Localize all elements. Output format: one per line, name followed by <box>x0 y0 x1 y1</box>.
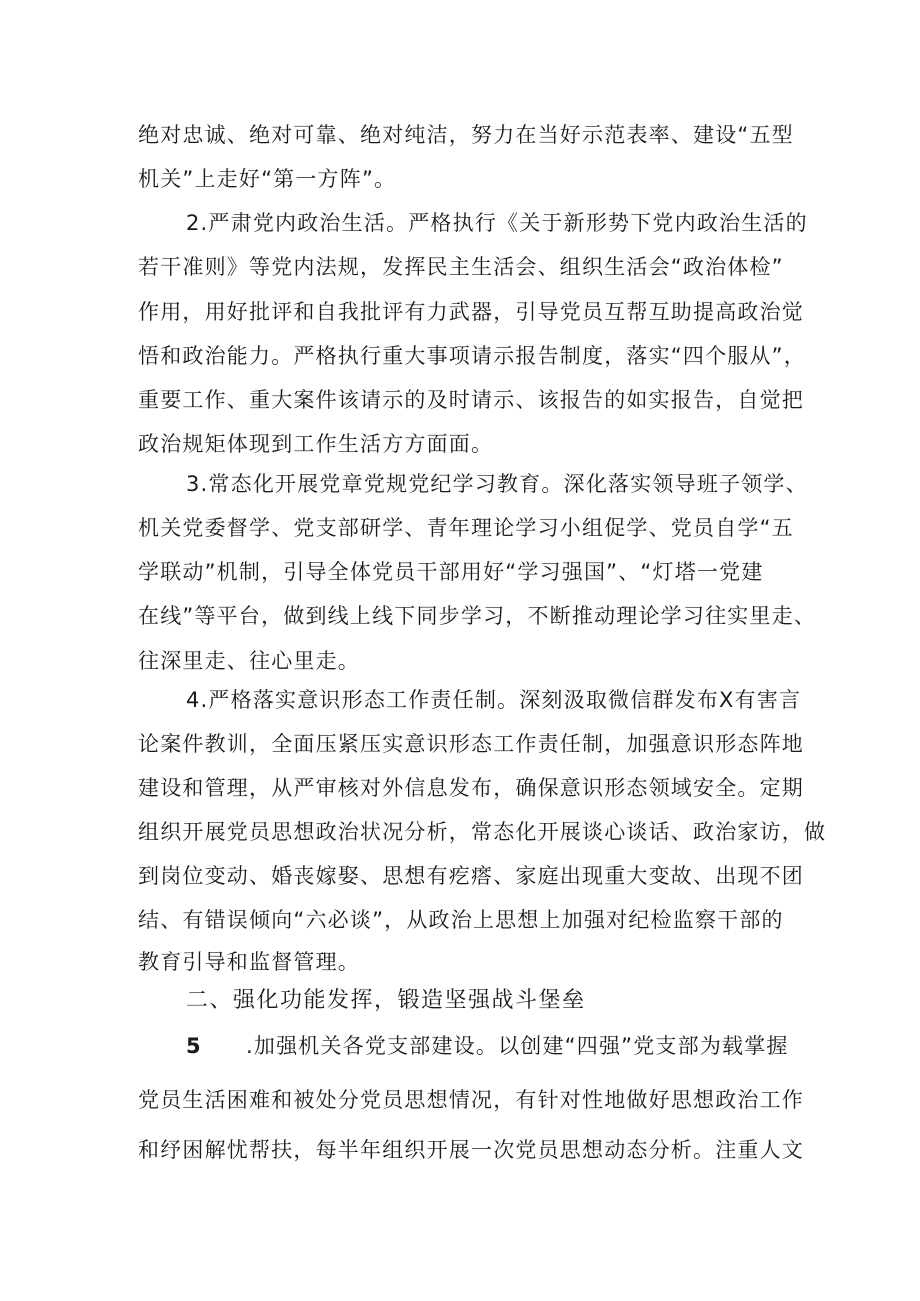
paragraph-line <box>186 1024 789 1068</box>
paragraph-line: 党员生活困难和被处分党员思想情况，有针对性地做好思想政治工作 <box>138 1088 804 1112</box>
paragraph-line: 重要工作、重大案件该请示的及时请示、该报告的如实报告，自觉把 <box>138 388 804 412</box>
paragraph-line: 机关”上走好“第一方阵”。 <box>138 167 397 191</box>
paragraph-line: 学联动”机制，引导全体党员干部用好“学习强国”、“灯塔一党建 <box>138 560 764 584</box>
paragraph-line: 2.严肃党内政治生活。严格执行《关于新形势下党内政治生活的 <box>186 211 808 235</box>
paragraph-line: 和纾困解忧帮扶，每半年组织开展一次党员思想动态分析。注重人文 <box>138 1138 804 1162</box>
item-number: 5 <box>186 1034 202 1058</box>
paragraph-line: 政治规矩体现到工作生活方方面面。 <box>138 432 494 456</box>
paragraph-line: 教育引导和监督管理。 <box>138 950 360 974</box>
paragraph-line: 4.严格落实意识形态工作责任制。深刻汲取微信群发布X有害言 <box>186 688 802 712</box>
paragraph-line: 机关党委督学、党支部研学、青年理论学习小组促学、党员自学“五 <box>138 516 794 540</box>
paragraph-line: 往深里走、往心里走。 <box>138 649 360 673</box>
paragraph-line: 到岗位变动、婚丧嫁娶、思想有疙瘩、家庭出现重大变故、出现不团 <box>138 864 804 888</box>
paragraph-line: 结、有错误倾向“六必谈”，从政治上思想上加强对纪检监察干部的 <box>138 908 784 932</box>
paragraph-line: 论案件教训，全面压紧压实意识形态工作责任制，加强意识形态阵地 <box>138 732 804 756</box>
paragraph-line: 在线”等平台，做到线上线下同步学习，不断推动理论学习往实里走、 <box>138 604 817 628</box>
item-text: .加强机关各党支部建设。以创建“四强”党支部为载掌握 <box>246 1034 789 1058</box>
paragraph-line: 作用，用好批评和自我批评有力武器，引导党员互帮互助提高政治觉 <box>138 300 804 324</box>
section-heading: 二、强化功能发挥，锻造坚强战斗堡垒 <box>186 988 586 1013</box>
paragraph-line: 建设和管理，从严审核对外信息发布，确保意识形态领域安全。定期 <box>138 776 804 800</box>
paragraph-line: 绝对忠诚、绝对可靠、绝对纯洁，努力在当好示范表率、建设“五型 <box>138 123 794 147</box>
paragraph-line: 悟和政治能力。严格执行重大事项请示报告制度，落实“四个服从”， <box>138 344 806 368</box>
paragraph-line: 组织开展党员思想政治状况分析，常态化开展谈心谈话、政治家访，做 <box>138 820 827 844</box>
paragraph-line: 3.常态化开展党章党规党纪学习教育。深化落实领导班子领学、 <box>186 472 808 496</box>
paragraph-line: 若干准则》等党内法规，发挥民主生活会、组织生活会“政治体检” <box>138 255 784 279</box>
